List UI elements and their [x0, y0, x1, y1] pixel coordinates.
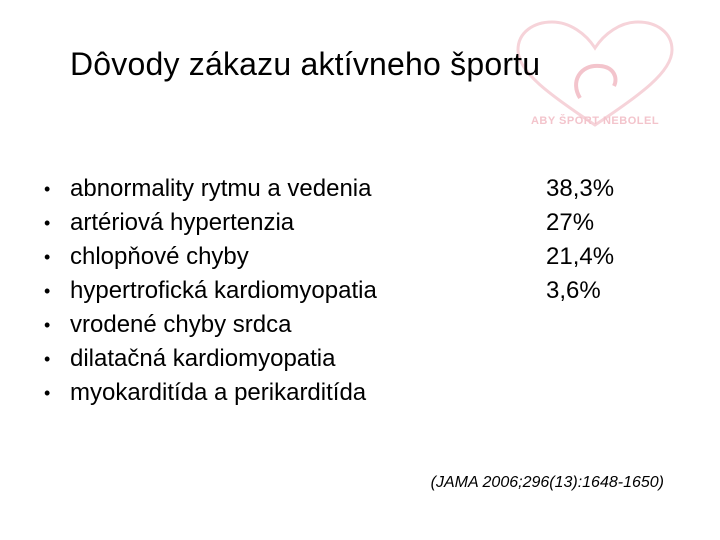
- bullet-icon: •: [44, 179, 51, 199]
- bullet-icon: •: [44, 315, 51, 335]
- list-item-label: artériová hypertenzia: [70, 209, 295, 236]
- list-item: [44, 308, 377, 342]
- list-item-label: abnormality rytmu a vedenia: [70, 175, 372, 202]
- percentage-value: 27%: [546, 209, 595, 236]
- citation: (JAMA 2006;296(13):1648-1650): [430, 474, 664, 491]
- reasons-list: [44, 172, 377, 410]
- list-item: [44, 240, 377, 274]
- bullet-icon: •: [44, 213, 51, 233]
- list-item-label: vrodené chyby srdca: [70, 311, 292, 338]
- list-item-label: dilatačná kardiomyopatia: [70, 345, 336, 372]
- bullet-icon: •: [44, 247, 51, 267]
- percentage-value: 21,4%: [546, 243, 615, 270]
- bullet-icon: •: [44, 281, 51, 301]
- percentage-value: 38,3%: [546, 175, 615, 202]
- list-item: [44, 206, 377, 240]
- list-item: [44, 172, 377, 206]
- list-item-label: myokarditída a perikarditída: [70, 379, 367, 406]
- percentage-value: 3,6%: [546, 277, 601, 304]
- list-item: [44, 376, 377, 410]
- logo-text: ABY ŠPORT NEBOLEL: [530, 115, 660, 127]
- list-item-label: hypertrofická kardiomyopatia: [70, 277, 377, 304]
- slide-title: Dôvody zákazu aktívneho športu: [70, 46, 541, 82]
- list-item: [44, 274, 377, 308]
- list-item-label: chlopňové chyby: [70, 243, 249, 270]
- bullet-icon: •: [44, 349, 51, 369]
- list-item: [44, 342, 377, 376]
- percentage-list: [546, 172, 614, 308]
- bullet-icon: •: [44, 383, 51, 403]
